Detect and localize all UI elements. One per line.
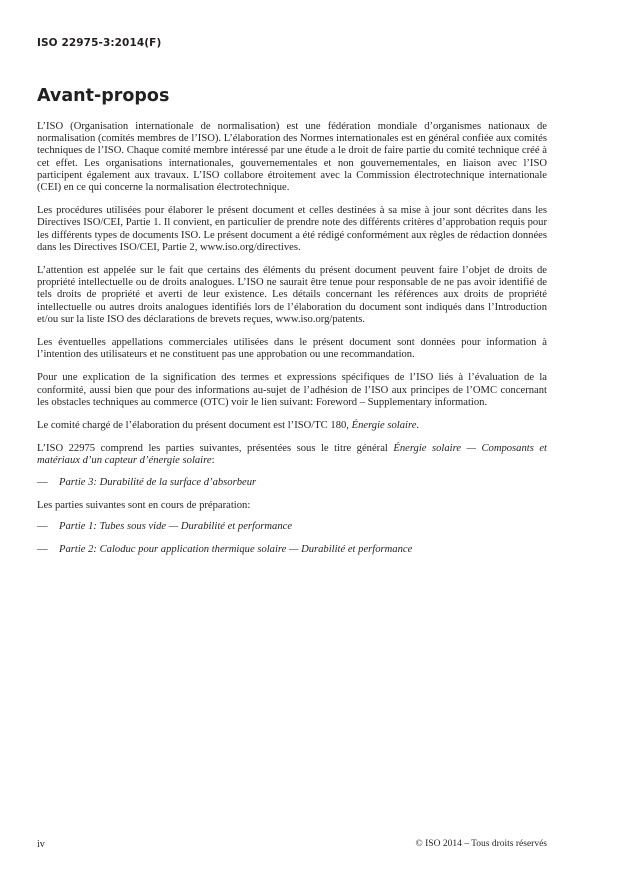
paragraph-procedures: Les procédures utilisées pour élaborer le présent document et celles destinées à sa mise à jour sont décrites dans les Directives ISO/CEI, Partie 1. Il convient, en particulier de prendre note des différents critères d’approbation requis pour les différents types de documents ISO. Le présent document a été rédigé conformément aux règles de rédaction données dans les Directives ISO/CEI, Partie 2, www.iso.org/directives. [37, 205, 547, 253]
paragraph-conformity-assessment: Pour une explication de la signification des termes et expressions spécifiques de l’ISO liés à l’évaluation de la conformité, aussi bien que pour des informations au-sujet de l’adhésion de l’ISO aux principes de l’OMC concernant les obstacles techniques au commerce (OTC) voir le lien suivant: Foreword – Supplementary information. [37, 372, 547, 408]
page-number: iv [37, 839, 45, 850]
paragraph-in-preparation: Les parties suivantes sont en cours de préparation: [37, 499, 251, 511]
document-header-id: ISO 22975-3:2014(F) [37, 37, 162, 49]
part-3-title: Partie 3: Durabilité de la surface d’absorbeur [59, 476, 257, 488]
parts-intro-suffix: : [211, 455, 215, 467]
page-title: Avant-propos [37, 86, 170, 106]
general-title: Énergie solaire — Composants et matériaux d’un capteur d’énergie solaire [37, 443, 547, 467]
parts-intro-text: L’ISO 22975 comprend les parties suivantes, présentées sous le titre général [37, 443, 394, 455]
paragraph-trade-names: Les éventuelles appellations commerciales utilisées dans le présent document sont données pour information à l’intention des utilisateurs et ne constituent pas une approbation ou une recommandation. [37, 337, 547, 361]
paragraph-iso-organisation: L’ISO (Organisation internationale de normalisation) est une fédération mondiale d’organismes nationaux de normalisation (comités membres de l’ISO). L’élaboration des Normes internationales est en général confiée aux comités techniques de l’ISO. Chaque comité membre intéressé par une étude a le droit de faire partie du comité technique créé à cet effet. Les organisations internationales, gouvernementales et non gouvernementales, en liaison avec l’ISO participent également aux travaux. L’ISO collabore étroitement avec la Commission électrotechnique internationale (CEI) en ce qui concerne la normalisation électrotechnique. [37, 121, 547, 194]
paragraph-committee [37, 420, 547, 432]
part-2-title: Partie 2: Caloduc pour application thermique solaire — Durabilité et performance [59, 544, 413, 556]
foreword-body [37, 121, 547, 567]
list-dash: — [37, 476, 48, 488]
list-item [37, 477, 547, 489]
list-item [37, 544, 547, 556]
paragraph-parts-intro [37, 443, 547, 467]
committee-name: Énergie solaire [351, 420, 417, 432]
committee-text: Le comité chargé de l’élaboration du présent document est l’ISO/TC 180, [37, 420, 352, 432]
paragraph-patent-rights: L’attention est appelée sur le fait que certains des éléments du présent document peuvent faire l’objet de droits de propriété intellectuelle ou de droits analogues. L’ISO ne saurait être tenue pour responsable de ne pas avoir identifié de tels droits de propriété et averti de leur existence. Les détails concernant les références aux droits de propriété intellectuelle ou autres droits analogues identifiés lors de l’élaboration du document sont indiqués dans l’Introduction et/ou sur la liste ISO des déclarations de brevets reçues, www.iso.org/patents. [37, 265, 547, 325]
list-dash: — [37, 521, 48, 533]
list-item [37, 521, 547, 533]
copyright-notice: © ISO 2014 – Tous droits réservés [415, 839, 547, 849]
part-1-title: Partie 1: Tubes sous vide — Durabilité et performance [59, 521, 293, 533]
list-dash: — [37, 544, 48, 556]
committee-suffix: . [416, 420, 420, 432]
